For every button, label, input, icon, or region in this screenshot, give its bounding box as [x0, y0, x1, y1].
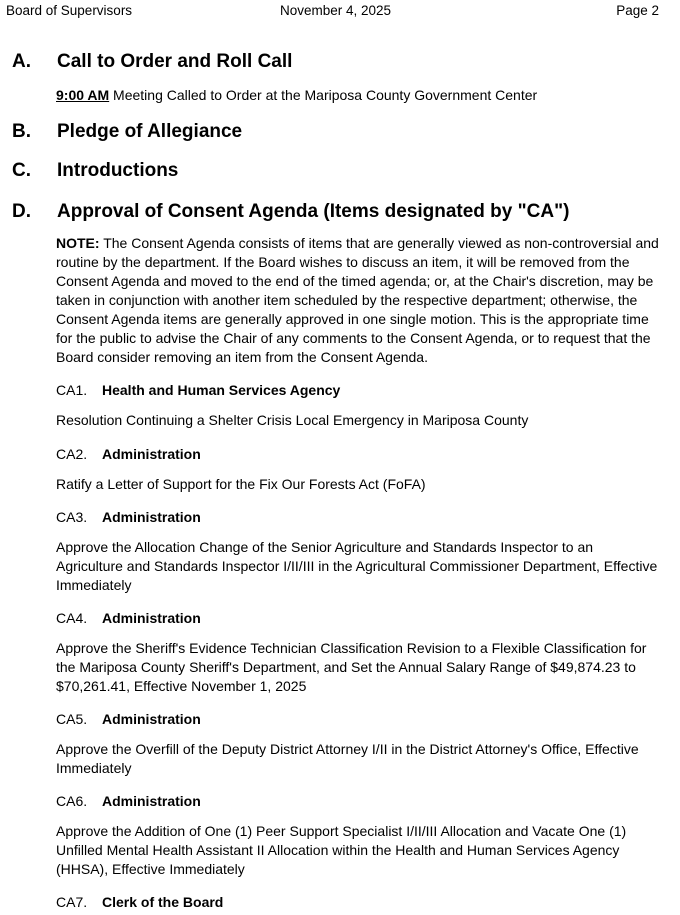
consent-item-description: Approve the Allocation Change of the Senior Agriculture and Standards Inspector to an Agriculture and Standards Inspector I/II/III in the Agricultural Commissioner Department, Effective Immediately: [56, 539, 658, 593]
section-title: Introductions: [57, 160, 179, 181]
section-title: Pledge of Allegiance: [57, 121, 243, 142]
section-letter: D.: [12, 201, 31, 222]
item-number: CA2.: [56, 446, 88, 462]
header-page-number: Page 2: [616, 3, 659, 18]
section-b-heading: [12, 120, 242, 144]
consent-item-heading: [56, 381, 340, 400]
meeting-time: 9:00 AM: [56, 87, 110, 103]
page-header: [0, 2, 680, 20]
item-department: Health and Human Services Agency: [102, 382, 341, 398]
item-number: CA3.: [56, 509, 88, 525]
item-department: Administration: [102, 610, 201, 626]
section-letter: C.: [12, 160, 31, 181]
item-number: CA7.: [56, 894, 88, 910]
item-department: Administration: [102, 793, 201, 809]
section-letter: B.: [12, 121, 31, 142]
call-to-order-line: [56, 86, 660, 105]
item-department: Administration: [102, 711, 201, 727]
consent-item-description: Approve the Addition of One (1) Peer Support Specialist I/II/III Allocation and Vacate One (1) Unfilled Mental Health Assistant II Allocation within the Health and Human Services Agency (HHSA), Effective Immediately: [56, 823, 627, 877]
consent-item-description: Approve the Overfill of the Deputy District Attorney I/II in the District Attorney's Office, Effective Immediately: [56, 741, 639, 776]
header-date: November 4, 2025: [280, 3, 392, 18]
item-number: CA4.: [56, 610, 88, 626]
section-letter: A.: [12, 51, 31, 72]
consent-item-heading: [56, 445, 201, 464]
item-department: Administration: [102, 446, 201, 462]
consent-item-heading: [56, 792, 201, 811]
consent-item-heading: [56, 508, 201, 527]
consent-item-heading: [56, 609, 201, 628]
section-a-heading: [12, 50, 292, 74]
consent-item-heading: [56, 893, 223, 912]
section-d-heading: [12, 200, 569, 224]
call-to-order-text: Meeting Called to Order at the Mariposa County Government Center: [109, 87, 538, 103]
note-label: NOTE:: [56, 235, 100, 251]
section-title: Approval of Consent Agenda (Items designated by "CA"): [57, 201, 570, 222]
item-department: Administration: [102, 509, 201, 525]
header-board-name: Board of Supervisors: [6, 3, 133, 18]
note-text: The Consent Agenda consists of items that are generally viewed as non-controversial and routine by the department. If the Board wishes to discuss an item, it will be removed from the Consent Agenda and moved to the end of the timed agenda; or, at the Chair's discretion, may be taken in conjunction with another item scheduled by the respective department; otherwise, the Consent Agenda items are generally approved in one single motion. This is the appropriate time for the public to advise the Chair of any comments to the Consent Agenda, or to request that the Board consider removing an item from the Consent Agenda.: [56, 235, 659, 365]
section-c-heading: [12, 159, 178, 183]
consent-item-description: Resolution Continuing a Shelter Crisis Local Emergency in Mariposa County: [56, 412, 529, 428]
consent-item-heading: [56, 710, 201, 729]
consent-item-description: Approve the Sheriff's Evidence Technician Classification Revision to a Flexible Classification for the Mariposa County Sheriff's Department, and Set the Annual Salary Range of $49,874.23 to $70,261.41, Effective November 1, 2025: [56, 640, 647, 694]
item-department: Clerk of the Board: [102, 894, 224, 910]
item-number: CA6.: [56, 793, 88, 809]
consent-agenda-note: [56, 234, 660, 367]
item-number: CA1.: [56, 382, 88, 398]
consent-item-description: Ratify a Letter of Support for the Fix Our Forests Act (FoFA): [56, 476, 426, 492]
section-title: Call to Order and Roll Call: [57, 51, 293, 72]
item-number: CA5.: [56, 711, 88, 727]
